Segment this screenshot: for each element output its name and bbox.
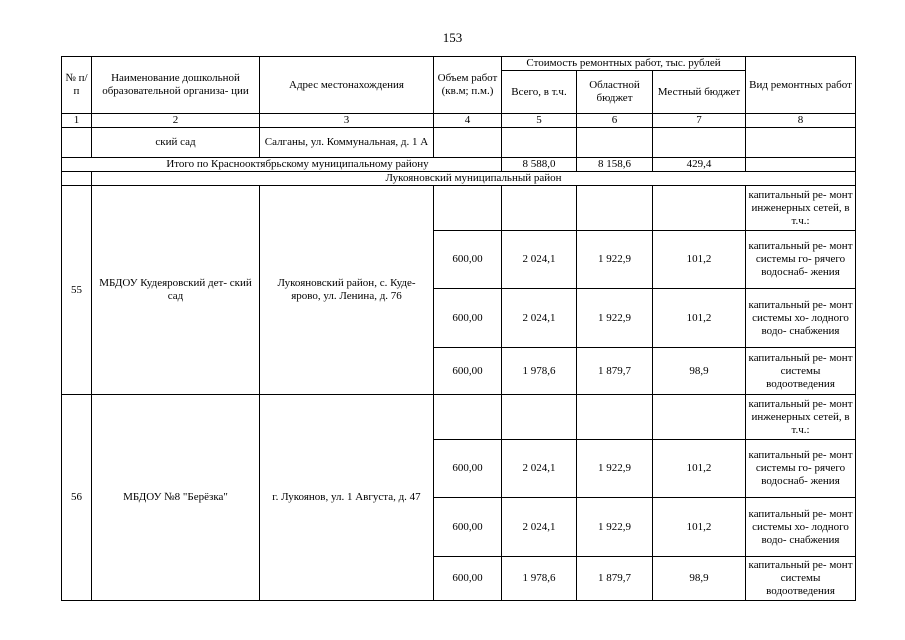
table-row [62,395,856,440]
header-regional: Областной бюджет [577,71,653,114]
work-total [502,395,577,440]
subtotal-label: Итого по Краснооктябрьскому муниципальному району [62,158,502,172]
work-regional: 1 922,9 [577,231,653,289]
work-total: 1 978,6 [502,348,577,395]
header-kind: Вид ремонтных работ [746,57,856,114]
work-local: 101,2 [653,289,746,348]
entry-name: МБДОУ Кудеяровский дет- ский сад [92,186,260,395]
header-num: № п/п [62,57,92,114]
subtotal-regional: 8 158,6 [577,158,653,172]
work-regional [577,395,653,440]
work-volume: 600,00 [434,440,502,498]
work-volume [434,395,502,440]
work-total: 2 024,1 [502,231,577,289]
subtotal-local: 429,4 [653,158,746,172]
work-local [653,186,746,231]
page-number: 153 [442,30,463,45]
work-regional: 1 879,7 [577,557,653,601]
entry-address: Лукояновский район, с. Куде- ярово, ул. Ленина, д. 76 [260,186,434,395]
work-volume [434,186,502,231]
index-cell: 2 [92,114,260,128]
work-local: 98,9 [653,348,746,395]
subtotal-total: 8 588,0 [502,158,577,172]
work-volume: 600,00 [434,231,502,289]
work-local: 101,2 [653,231,746,289]
index-cell: 6 [577,114,653,128]
work-kind: капитальный ре- монт системы го- рячего водоснаб- жения [746,440,856,498]
work-local: 101,2 [653,440,746,498]
entry-name: МБДОУ №8 "Берёзка" [92,395,260,601]
work-kind: капитальный ре- монт инженерных сетей, в т.ч.: [746,186,856,231]
work-regional: 1 922,9 [577,289,653,348]
work-local: 98,9 [653,557,746,601]
work-volume: 600,00 [434,498,502,557]
work-regional: 1 922,9 [577,498,653,557]
work-volume: 600,00 [434,289,502,348]
work-kind: капитальный ре- монт системы хо- лодного водо- снабжения [746,289,856,348]
index-cell: 3 [260,114,434,128]
work-kind: капитальный ре- монт системы водоотведения [746,557,856,601]
index-cell: 7 [653,114,746,128]
repair-works-table [61,56,856,601]
subtotal-row [62,158,856,172]
district-label: Лукояновский муниципальный район [92,172,856,186]
header-cost-group: Стоимость ремонтных работ, тыс. рублей [502,57,746,71]
column-index-row [62,114,856,128]
header-address: Адрес местонахождения [260,57,434,114]
work-regional [577,186,653,231]
header-volume: Объем работ (кв.м; п.м.) [434,57,502,114]
continued-address: Салганы, ул. Коммунальная, д. 1 А [260,128,434,158]
entry-address: г. Лукоянов, ул. 1 Августа, д. 47 [260,395,434,601]
entry-num: 55 [62,186,92,395]
continued-name: ский сад [92,128,260,158]
work-local [653,395,746,440]
work-kind: капитальный ре- монт инженерных сетей, в т.ч.: [746,395,856,440]
work-kind: капитальный ре- монт системы водоотведения [746,348,856,395]
index-cell: 4 [434,114,502,128]
continued-row [62,128,856,158]
index-cell: 5 [502,114,577,128]
work-total: 2 024,1 [502,289,577,348]
table-row [62,186,856,231]
table-body [62,57,856,601]
work-regional: 1 922,9 [577,440,653,498]
index-cell: 1 [62,114,92,128]
header-total: Всего, в т.ч. [502,71,577,114]
work-total: 2 024,1 [502,498,577,557]
header-name: Наименование дошкольной образовательной организа- ции [92,57,260,114]
work-kind: капитальный ре- монт системы го- рячего водоснаб- жения [746,231,856,289]
work-total: 1 978,6 [502,557,577,601]
work-regional: 1 879,7 [577,348,653,395]
work-local: 101,2 [653,498,746,557]
work-kind: капитальный ре- монт системы хо- лодного водо- снабжения [746,498,856,557]
district-row [62,172,856,186]
entry-num: 56 [62,395,92,601]
work-volume: 600,00 [434,348,502,395]
work-total [502,186,577,231]
work-volume: 600,00 [434,557,502,601]
header-local: Местный бюджет [653,71,746,114]
work-total: 2 024,1 [502,440,577,498]
index-cell: 8 [746,114,856,128]
